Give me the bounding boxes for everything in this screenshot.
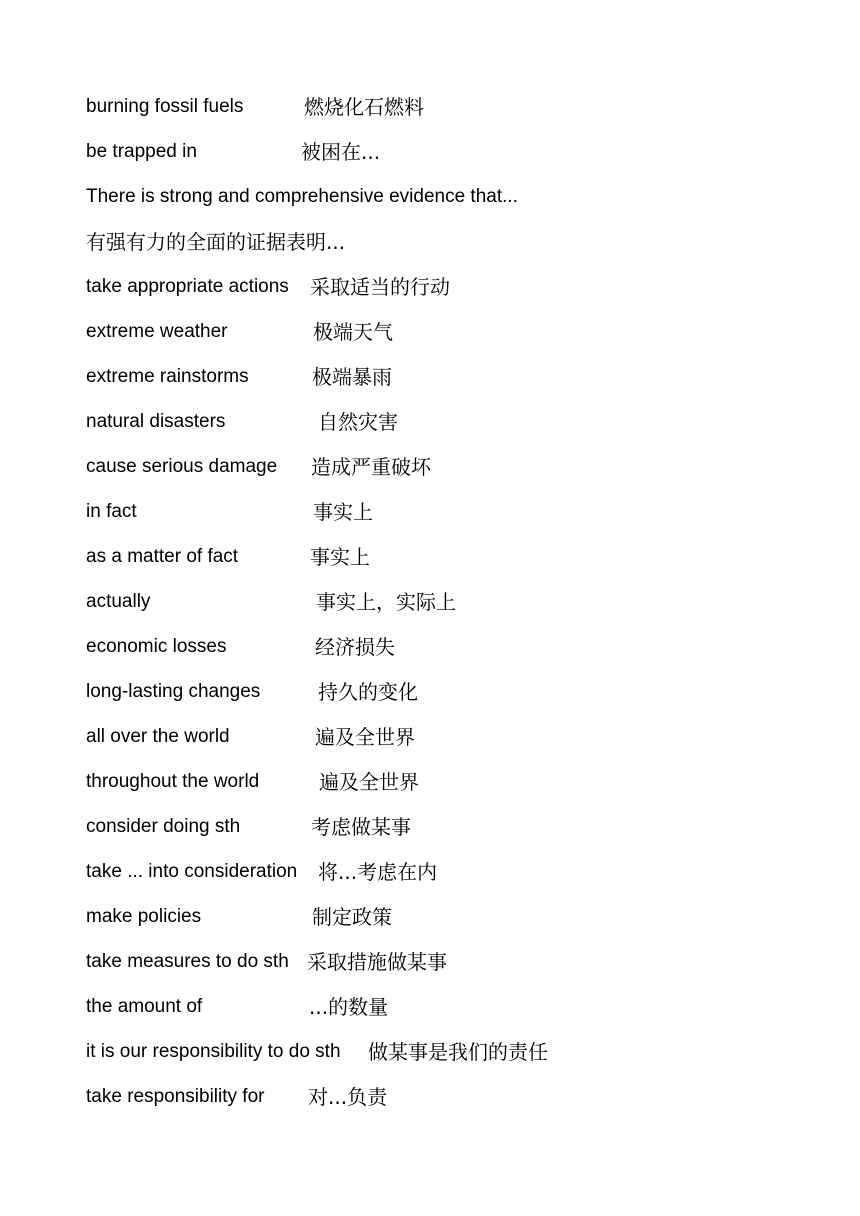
vocab-chinese: 考虑做某事: [311, 815, 411, 839]
vocab-english: as a matter of fact: [86, 546, 239, 567]
vocab-chinese: 经济损失: [315, 635, 395, 659]
vocab-english: extreme rainstorms: [86, 366, 249, 387]
vocab-english: take responsibility for: [86, 1086, 265, 1107]
vocab-english: natural disasters: [86, 411, 226, 432]
vocab-chinese: 将...考虑在内: [318, 860, 438, 884]
vocab-english: the amount of: [86, 996, 203, 1017]
vocab-english: economic losses: [86, 636, 227, 657]
vocab-chinese: 事实上，实际上: [316, 590, 456, 614]
vocab-english: all over the world: [86, 726, 230, 747]
vocab-english: make policies: [86, 906, 202, 927]
vocab-chinese: 造成严重破坏: [311, 455, 431, 479]
sentence-english: There is strong and comprehensive evidence that...: [86, 186, 518, 207]
vocab-chinese: 采取措施做某事: [307, 950, 447, 974]
vocab-english: consider doing sth: [86, 816, 241, 837]
vocab-english: cause serious damage: [86, 456, 278, 477]
vocab-english: take ... into consideration: [86, 861, 298, 882]
vocab-chinese: 对...负责: [308, 1085, 388, 1109]
vocab-english: in fact: [86, 501, 137, 522]
vocab-chinese: 事实上: [310, 545, 370, 569]
vocab-chinese: 极端暴雨: [312, 365, 392, 389]
vocab-english: it is our responsibility to do sth: [86, 1041, 341, 1062]
vocab-chinese: 做某事是我们的责任: [368, 1040, 548, 1064]
vocab-english: extreme weather: [86, 321, 228, 342]
vocab-english: actually: [86, 591, 151, 612]
vocab-english: be trapped in: [86, 141, 197, 162]
vocab-chinese: 遍及全世界: [319, 770, 419, 794]
vocab-english: throughout the world: [86, 771, 260, 792]
vocab-english: burning fossil fuels: [86, 96, 244, 117]
vocab-chinese: 被困在...: [301, 140, 381, 164]
vocab-chinese: 自然灾害: [318, 410, 398, 434]
vocab-english: take measures to do sth: [86, 951, 289, 972]
vocab-chinese: 极端天气: [313, 320, 393, 344]
vocab-chinese: 事实上: [313, 500, 373, 524]
vocab-chinese: 制定政策: [312, 905, 392, 929]
vocab-chinese: 采取适当的行动: [310, 275, 450, 299]
vocab-chinese: 遍及全世界: [315, 725, 415, 749]
vocab-chinese: 燃烧化石燃料: [304, 95, 424, 119]
vocab-chinese: 持久的变化: [318, 680, 418, 704]
sentence-chinese: 有强有力的全面的证据表明...: [86, 230, 346, 254]
vocab-english: long-lasting changes: [86, 681, 261, 702]
vocab-chinese: ...的数量: [309, 995, 389, 1019]
vocab-english: take appropriate actions: [86, 276, 289, 297]
